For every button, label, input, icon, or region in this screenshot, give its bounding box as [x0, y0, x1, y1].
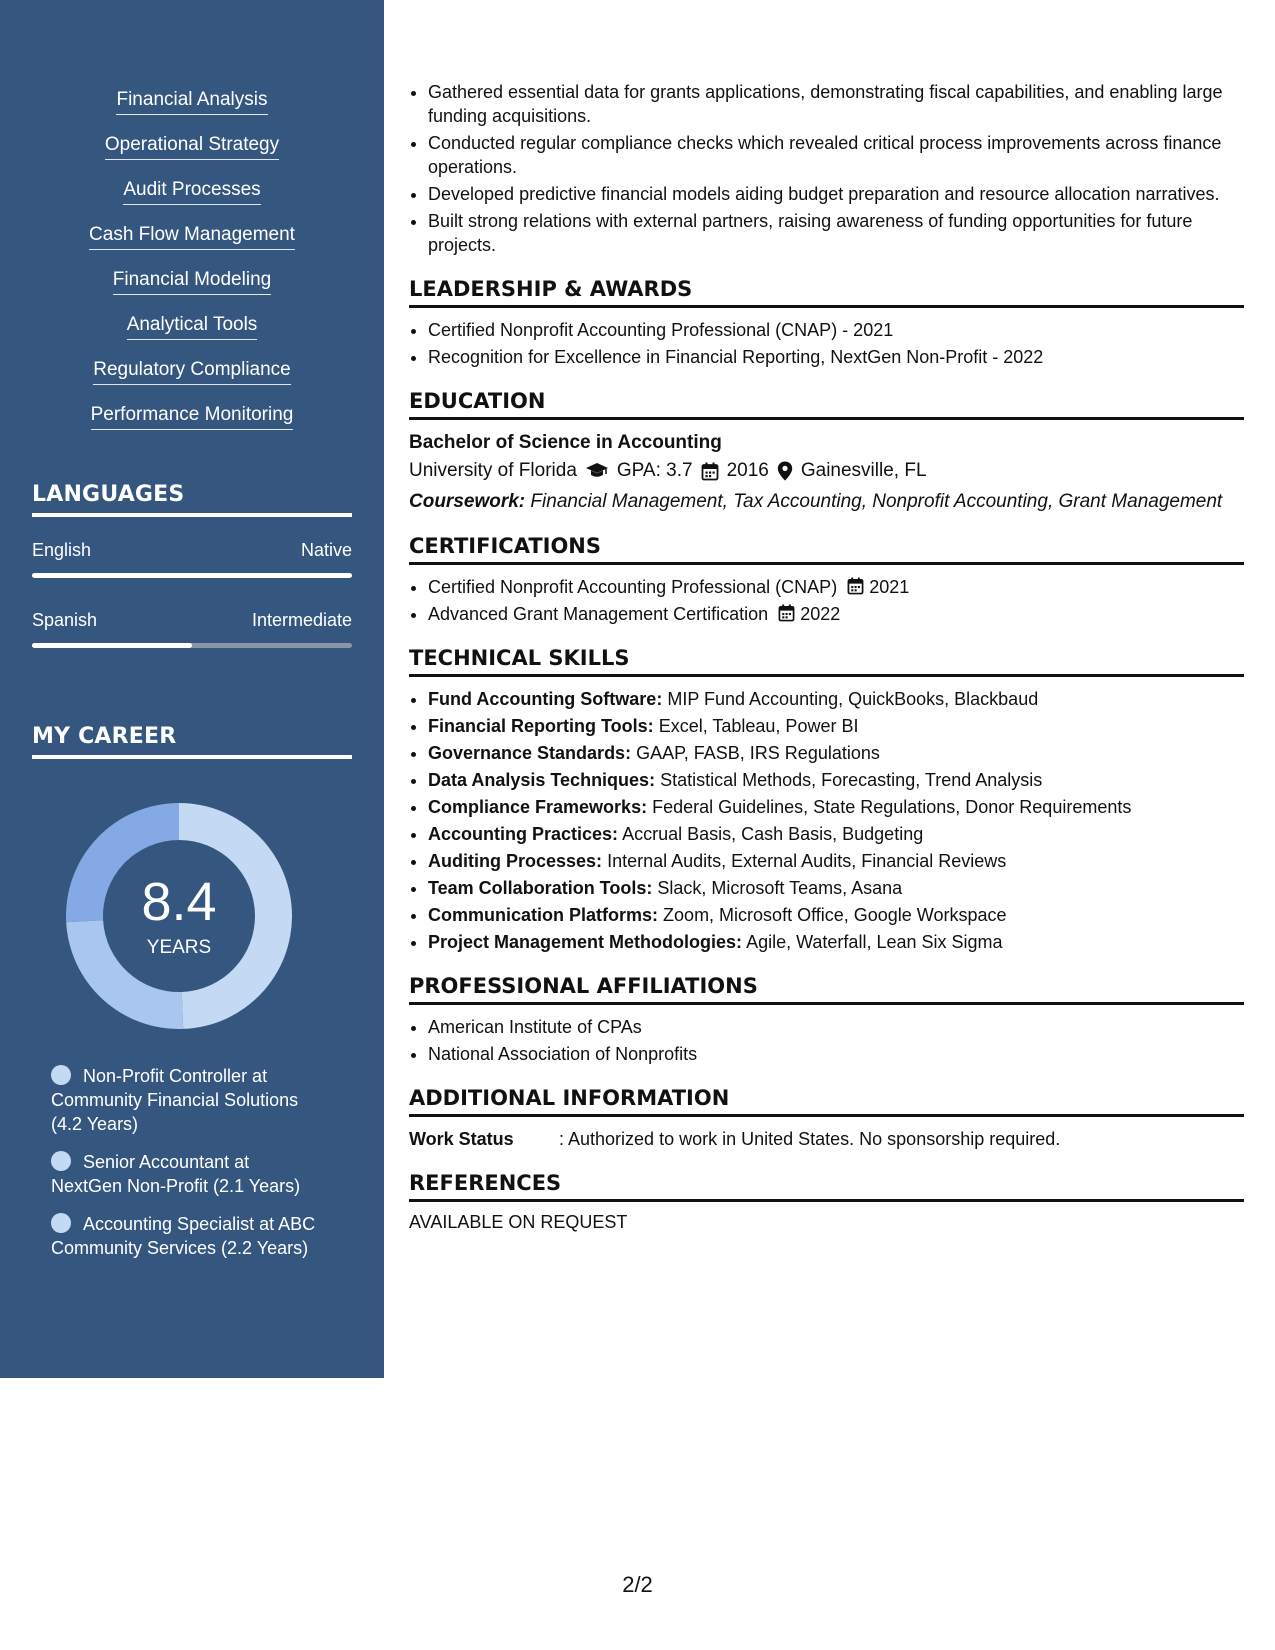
career-item: Non-Profit Controller at Community Financial Solutions (4.2 Years)	[51, 1066, 299, 1134]
education-year: 2016	[726, 460, 769, 481]
main-content	[409, 80, 1244, 1233]
education-coursework	[409, 490, 1244, 514]
work-status-value: : Authorized to work in United States. No sponsorship required.	[559, 1129, 1061, 1149]
skill-item: Regulatory Compliance	[0, 358, 384, 403]
list-item: • Project Management Methodologies: Agile, Waterfall, Lean Six Sigma	[428, 930, 1244, 954]
career-dot-icon	[51, 1213, 71, 1233]
list-item: • Communication Platforms: Zoom, Microsoft Office, Google Workspace	[428, 903, 1244, 927]
additional-info-heading: ADDITIONAL INFORMATION	[409, 1086, 1244, 1117]
leadership-list	[409, 318, 1244, 369]
list-item: • American Institute of CPAs	[428, 1015, 1244, 1039]
career-dot-icon	[51, 1151, 71, 1171]
list-item: • Certified Nonprofit Accounting Professional (CNAP) 2021	[428, 575, 1244, 599]
certifications-heading: CERTIFICATIONS	[409, 534, 1244, 565]
list-item: • Compliance Frameworks: Federal Guidelines, State Regulations, Donor Requirements	[428, 795, 1244, 819]
skill-item: Financial Modeling	[0, 268, 384, 313]
skill-item: Performance Monitoring	[0, 403, 384, 448]
calendar-icon	[778, 604, 795, 622]
leadership-heading: LEADERSHIP & AWARDS	[409, 277, 1244, 308]
list-item: • National Association of Nonprofits	[428, 1042, 1244, 1066]
list-item: • Data Analysis Techniques: Statistical Methods, Forecasting, Trend Analysis	[428, 768, 1244, 792]
references-heading: REFERENCES	[409, 1171, 1244, 1202]
certifications-list	[409, 575, 1244, 626]
language-name: Spanish	[32, 610, 98, 630]
skill-item: Financial Analysis	[0, 88, 384, 133]
list-item: • Fund Accounting Software: MIP Fund Accounting, QuickBooks, Blackbaud	[428, 687, 1244, 711]
skills-list	[0, 0, 384, 448]
list-item: • Accounting Practices: Accrual Basis, Cash Basis, Budgeting	[428, 822, 1244, 846]
list-item: • Developed predictive financial models aiding budget preparation and resource allocation narratives.	[428, 182, 1244, 206]
calendar-icon	[701, 462, 719, 481]
list-item: • Advanced Grant Management Certification 2022	[428, 602, 1244, 626]
education-degree: Bachelor of Science in Accounting	[409, 432, 722, 453]
affiliations-heading: PROFESSIONAL AFFILIATIONS	[409, 974, 1244, 1005]
list-item: • Recognition for Excellence in Financial Reporting, NextGen Non-Profit - 2022	[428, 345, 1244, 369]
coursework-value: Financial Management, Tax Accounting, Nonprofit Accounting, Grant Management	[530, 491, 1223, 512]
language-name: English	[32, 540, 92, 560]
graduation-cap-icon	[585, 462, 609, 480]
references-text: AVAILABLE ON REQUEST	[409, 1212, 628, 1232]
list-item: • Team Collaboration Tools: Slack, Microsoft Teams, Asana	[428, 876, 1244, 900]
list-item: • Financial Reporting Tools: Excel, Tableau, Power BI	[428, 714, 1244, 738]
career-item: Senior Accountant at NextGen Non-Profit (2.1 Years)	[51, 1152, 301, 1196]
education-location: Gainesville, FL	[800, 460, 927, 481]
certification-year: 2021	[869, 577, 910, 597]
language-level-fill	[32, 573, 352, 578]
technical-skills-list	[409, 687, 1244, 954]
work-status-label: Work Status	[409, 1129, 514, 1149]
career-item: Accounting Specialist at ABC Community Services (2.2 Years)	[51, 1214, 316, 1258]
career-list	[51, 1064, 321, 1274]
skill-item: Analytical Tools	[0, 313, 384, 358]
language-level-bar	[32, 573, 352, 578]
career-total-years: 8.4	[141, 872, 217, 932]
education-heading: EDUCATION	[409, 389, 1244, 420]
list-item: • Gathered essential data for grants applications, demonstrating fiscal capabilities, and enabling large funding acquisitions.	[428, 80, 1244, 128]
location-pin-icon	[777, 461, 793, 481]
certification-year: 2022	[800, 604, 841, 624]
affiliations-list	[409, 1015, 1244, 1066]
list-item: • Auditing Processes: Internal Audits, External Audits, Financial Reviews	[428, 849, 1244, 873]
language-level: Native	[300, 540, 352, 560]
skill-item: Audit Processes	[0, 178, 384, 223]
language-level: Intermediate	[251, 610, 352, 630]
list-item: • Governance Standards: GAAP, FASB, IRS Regulations	[428, 741, 1244, 765]
languages-heading: LANGUAGES	[32, 482, 352, 517]
education-info	[409, 456, 1244, 486]
experience-bullets	[409, 80, 1244, 257]
language-spanish	[32, 610, 352, 648]
career-total-unit: YEARS	[146, 937, 212, 958]
language-english	[32, 540, 352, 578]
skill-item: Cash Flow Management	[0, 223, 384, 268]
page-number: 2/2	[622, 1572, 653, 1597]
language-level-fill	[32, 643, 192, 648]
sidebar	[0, 0, 384, 1378]
technical-skills-heading: TECHNICAL SKILLS	[409, 646, 1244, 677]
list-item: • Built strong relations with external partners, raising awareness of funding opportunities for future projects.	[428, 209, 1244, 257]
career-heading: MY CAREER	[32, 724, 352, 759]
calendar-icon	[847, 577, 864, 595]
education-school: University of Florida	[409, 460, 577, 481]
language-level-bar	[32, 643, 352, 648]
list-item: • Conducted regular compliance checks which revealed critical process improvements across finance operations.	[428, 131, 1244, 179]
skill-item: Operational Strategy	[0, 133, 384, 178]
list-item: • Certified Nonprofit Accounting Professional (CNAP) - 2021	[428, 318, 1244, 342]
career-dot-icon	[51, 1065, 71, 1085]
coursework-label: Coursework:	[409, 491, 526, 512]
education-gpa: GPA: 3.7	[616, 460, 693, 481]
work-status-row	[409, 1127, 1244, 1151]
